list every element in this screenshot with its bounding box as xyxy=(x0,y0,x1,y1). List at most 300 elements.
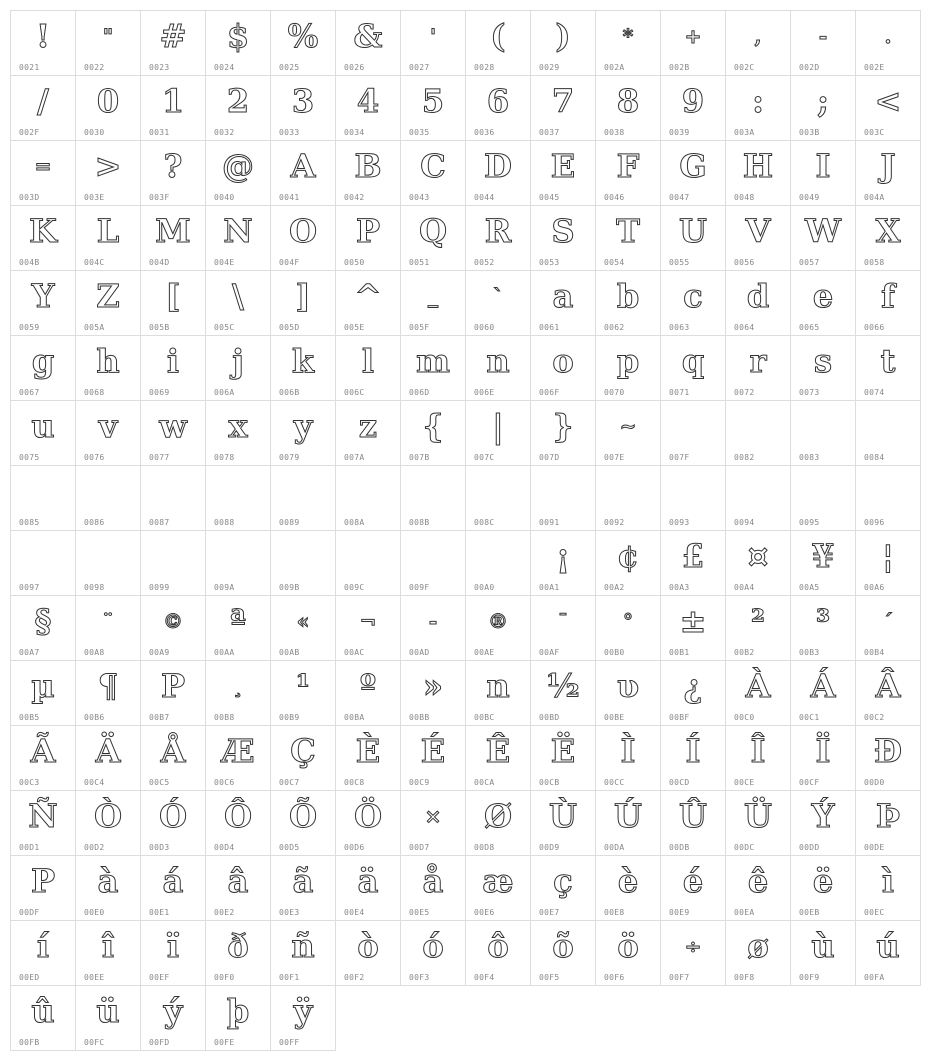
glyph-cell[interactable] xyxy=(401,726,466,791)
glyph-cell[interactable] xyxy=(531,271,596,336)
glyph-cell[interactable] xyxy=(466,206,531,271)
glyph-sample: ø xyxy=(747,927,769,965)
glyph-cell[interactable] xyxy=(141,271,206,336)
glyph-sample xyxy=(141,531,205,581)
glyph-codepoint: 00FE xyxy=(214,1038,235,1047)
glyph-cell[interactable] xyxy=(466,336,531,401)
glyph-cell[interactable] xyxy=(141,336,206,401)
glyph-cell[interactable] xyxy=(791,11,856,76)
glyph-cell[interactable] xyxy=(336,596,401,661)
glyph-sample: P xyxy=(160,667,186,705)
glyph-cell[interactable] xyxy=(856,206,921,271)
glyph-cell[interactable] xyxy=(401,11,466,76)
glyph-cell[interactable] xyxy=(336,271,401,336)
glyph-codepoint: 00E0 xyxy=(84,908,105,917)
glyph-codepoint: 0026 xyxy=(344,63,365,72)
glyph-codepoint: 0056 xyxy=(734,258,755,267)
glyph-cell[interactable] xyxy=(466,76,531,141)
glyph-cell[interactable] xyxy=(271,661,336,726)
glyph-cell[interactable] xyxy=(401,206,466,271)
glyph-codepoint: 0074 xyxy=(864,388,885,397)
glyph-sample: V xyxy=(745,212,771,250)
glyph-cell[interactable] xyxy=(76,531,141,596)
glyph-codepoint: 00B0 xyxy=(604,648,625,657)
glyph-cell[interactable] xyxy=(726,856,791,921)
glyph-sample: ` xyxy=(493,284,503,308)
glyph-sample: 6 xyxy=(486,82,510,120)
glyph-cell[interactable] xyxy=(11,336,76,401)
glyph-codepoint: 0089 xyxy=(279,518,300,527)
glyph-cell[interactable] xyxy=(791,531,856,596)
glyph-cell[interactable] xyxy=(466,271,531,336)
glyph-codepoint: 0077 xyxy=(149,453,170,462)
glyph-cell[interactable] xyxy=(531,141,596,206)
glyph-cell[interactable] xyxy=(401,921,466,986)
glyph-codepoint: 0052 xyxy=(474,258,495,267)
glyph-cell[interactable] xyxy=(661,921,726,986)
glyph-codepoint: 0047 xyxy=(669,193,690,202)
glyph-cell[interactable] xyxy=(401,856,466,921)
glyph-codepoint: 00DD xyxy=(799,843,820,852)
glyph-cell[interactable] xyxy=(141,141,206,206)
glyph-cell[interactable] xyxy=(726,466,791,531)
glyph-cell[interactable] xyxy=(206,726,271,791)
glyph-cell[interactable] xyxy=(206,596,271,661)
glyph-cell[interactable] xyxy=(141,791,206,856)
glyph-cell[interactable] xyxy=(791,726,856,791)
glyph-cell[interactable] xyxy=(726,661,791,726)
glyph-codepoint: 003B xyxy=(799,128,820,137)
glyph-cell[interactable] xyxy=(466,11,531,76)
glyph-cell[interactable] xyxy=(76,921,141,986)
glyph-cell[interactable] xyxy=(271,401,336,466)
glyph-sample: 8 xyxy=(616,82,640,120)
glyph-cell[interactable] xyxy=(856,141,921,206)
glyph-codepoint: 005A xyxy=(84,323,105,332)
glyph-cell[interactable] xyxy=(531,921,596,986)
glyph-cell[interactable] xyxy=(141,206,206,271)
glyph-cell[interactable] xyxy=(856,596,921,661)
glyph-sample: G xyxy=(679,147,707,185)
glyph-codepoint: 0085 xyxy=(19,518,40,527)
glyph-cell[interactable] xyxy=(531,76,596,141)
glyph-codepoint: 003F xyxy=(149,193,170,202)
glyph-cell[interactable] xyxy=(401,401,466,466)
glyph-cell[interactable] xyxy=(11,726,76,791)
glyph-cell[interactable] xyxy=(856,336,921,401)
glyph-cell[interactable] xyxy=(791,596,856,661)
glyph-cell[interactable] xyxy=(11,271,76,336)
glyph-sample: Z xyxy=(96,277,120,315)
glyph-sample: H xyxy=(742,147,774,185)
glyph-cell[interactable] xyxy=(726,206,791,271)
glyph-cell[interactable] xyxy=(11,11,76,76)
glyph-sample: ò xyxy=(357,927,379,965)
glyph-cell[interactable] xyxy=(531,466,596,531)
glyph-cell[interactable] xyxy=(11,596,76,661)
glyph-cell[interactable] xyxy=(11,206,76,271)
glyph-cell[interactable] xyxy=(206,856,271,921)
glyph-cell[interactable] xyxy=(466,401,531,466)
glyph-codepoint: 00A6 xyxy=(864,583,885,592)
glyph-codepoint: 00C6 xyxy=(214,778,235,787)
glyph-cell[interactable] xyxy=(791,141,856,206)
glyph-cell[interactable] xyxy=(336,466,401,531)
glyph-cell[interactable] xyxy=(271,76,336,141)
glyph-cell[interactable] xyxy=(401,466,466,531)
glyph-cell[interactable] xyxy=(596,791,661,856)
glyph-cell[interactable] xyxy=(596,11,661,76)
glyph-cell[interactable] xyxy=(596,596,661,661)
glyph-codepoint: 00DF xyxy=(19,908,40,917)
glyph-cell[interactable] xyxy=(76,11,141,76)
glyph-cell[interactable] xyxy=(336,76,401,141)
glyph-sample: ÷ xyxy=(684,934,702,958)
glyph-sample xyxy=(271,531,335,581)
glyph-cell[interactable] xyxy=(206,141,271,206)
glyph-cell[interactable] xyxy=(141,921,206,986)
glyph-sample xyxy=(401,531,465,581)
glyph-cell[interactable] xyxy=(271,791,336,856)
glyph-cell[interactable] xyxy=(336,401,401,466)
glyph-cell[interactable] xyxy=(791,856,856,921)
glyph-sample: m xyxy=(416,342,450,380)
glyph-cell[interactable] xyxy=(271,726,336,791)
glyph-cell[interactable] xyxy=(531,791,596,856)
glyph-cell[interactable] xyxy=(466,466,531,531)
glyph-cell[interactable] xyxy=(726,141,791,206)
glyph-cell[interactable] xyxy=(856,661,921,726)
glyph-cell[interactable] xyxy=(11,76,76,141)
glyph-cell[interactable] xyxy=(531,531,596,596)
glyph-cell[interactable] xyxy=(466,726,531,791)
glyph-cell[interactable] xyxy=(336,336,401,401)
glyph-sample: ' xyxy=(429,24,437,48)
glyph-cell[interactable] xyxy=(531,401,596,466)
glyph-codepoint: 00EB xyxy=(799,908,820,917)
glyph-cell[interactable] xyxy=(141,596,206,661)
glyph-cell[interactable] xyxy=(76,336,141,401)
glyph-cell[interactable] xyxy=(661,531,726,596)
glyph-cell[interactable] xyxy=(856,401,921,466)
glyph-cell[interactable] xyxy=(661,206,726,271)
glyph-cell[interactable] xyxy=(856,466,921,531)
glyph-cell[interactable] xyxy=(856,726,921,791)
glyph-cell[interactable] xyxy=(726,726,791,791)
glyph-cell[interactable] xyxy=(401,791,466,856)
glyph-cell[interactable] xyxy=(661,76,726,141)
glyph-cell[interactable] xyxy=(206,531,271,596)
glyph-cell[interactable] xyxy=(206,11,271,76)
glyph-cell[interactable] xyxy=(76,791,141,856)
glyph-codepoint: 0024 xyxy=(214,63,235,72)
glyph-cell[interactable] xyxy=(596,401,661,466)
glyph-cell[interactable] xyxy=(76,76,141,141)
glyph-cell[interactable] xyxy=(206,336,271,401)
glyph-cell[interactable] xyxy=(336,141,401,206)
glyph-cell[interactable] xyxy=(336,531,401,596)
glyph-cell[interactable] xyxy=(791,466,856,531)
glyph-cell[interactable] xyxy=(596,271,661,336)
glyph-cell[interactable] xyxy=(531,726,596,791)
glyph-cell[interactable] xyxy=(466,791,531,856)
glyph-cell[interactable] xyxy=(11,141,76,206)
glyph-sample: ª xyxy=(230,602,246,640)
glyph-cell[interactable] xyxy=(76,401,141,466)
glyph-cell[interactable] xyxy=(596,661,661,726)
glyph-cell[interactable] xyxy=(76,271,141,336)
glyph-codepoint: 006D xyxy=(409,388,430,397)
glyph-cell[interactable] xyxy=(401,271,466,336)
glyph-sample: § xyxy=(34,602,52,640)
glyph-codepoint: 00F5 xyxy=(539,973,560,982)
glyph-cell[interactable] xyxy=(271,921,336,986)
glyph-codepoint: 0062 xyxy=(604,323,625,332)
glyph-sample: Y xyxy=(31,277,55,315)
glyph-cell[interactable] xyxy=(11,466,76,531)
glyph-cell[interactable] xyxy=(76,596,141,661)
glyph-sample: ö xyxy=(617,927,639,965)
glyph-sample: w xyxy=(159,407,187,445)
glyph-cell[interactable] xyxy=(856,11,921,76)
glyph-codepoint: 00FD xyxy=(149,1038,170,1047)
glyph-sample: A xyxy=(290,147,316,185)
glyph-cell[interactable] xyxy=(856,531,921,596)
glyph-cell[interactable] xyxy=(336,856,401,921)
glyph-sample: > xyxy=(94,147,122,185)
glyph-cell[interactable] xyxy=(401,596,466,661)
glyph-cell[interactable] xyxy=(726,921,791,986)
glyph-cell[interactable] xyxy=(596,76,661,141)
glyph-cell[interactable] xyxy=(531,11,596,76)
glyph-cell[interactable] xyxy=(11,986,76,1051)
glyph-sample: õ xyxy=(552,927,574,965)
glyph-codepoint: 0061 xyxy=(539,323,560,332)
glyph-sample: ½ xyxy=(546,667,580,705)
glyph-cell[interactable] xyxy=(401,76,466,141)
glyph-sample: Ü xyxy=(744,797,772,835)
glyph-codepoint: 0072 xyxy=(734,388,755,397)
glyph-cell[interactable] xyxy=(76,206,141,271)
glyph-codepoint: 0067 xyxy=(19,388,40,397)
glyph-cell[interactable] xyxy=(726,11,791,76)
glyph-cell[interactable] xyxy=(661,401,726,466)
glyph-cell[interactable] xyxy=(661,466,726,531)
glyph-cell[interactable] xyxy=(791,661,856,726)
glyph-cell[interactable] xyxy=(401,661,466,726)
glyph-sample: { xyxy=(422,407,444,445)
glyph-codepoint: 0032 xyxy=(214,128,235,137)
glyph-cell[interactable] xyxy=(76,726,141,791)
glyph-cell[interactable] xyxy=(531,336,596,401)
glyph-sample xyxy=(11,466,75,516)
glyph-codepoint: 0095 xyxy=(799,518,820,527)
glyph-cell[interactable] xyxy=(271,596,336,661)
glyph-cell[interactable] xyxy=(141,986,206,1051)
glyph-cell[interactable] xyxy=(791,336,856,401)
glyph-cell[interactable] xyxy=(271,466,336,531)
glyph-cell[interactable] xyxy=(596,141,661,206)
glyph-cell[interactable] xyxy=(336,206,401,271)
glyph-cell[interactable] xyxy=(726,791,791,856)
glyph-cell[interactable] xyxy=(466,141,531,206)
glyph-cell[interactable] xyxy=(141,11,206,76)
glyph-cell[interactable] xyxy=(271,336,336,401)
glyph-sample: 2 xyxy=(226,82,250,120)
glyph-cell[interactable] xyxy=(11,791,76,856)
glyph-cell[interactable] xyxy=(11,856,76,921)
glyph-cell[interactable] xyxy=(531,596,596,661)
glyph-sample: 3 xyxy=(291,82,315,120)
glyph-cell[interactable] xyxy=(271,11,336,76)
glyph-cell[interactable] xyxy=(531,206,596,271)
glyph-codepoint: 00F1 xyxy=(279,973,300,982)
glyph-cell[interactable] xyxy=(661,791,726,856)
glyph-cell[interactable] xyxy=(466,921,531,986)
glyph-cell[interactable] xyxy=(856,856,921,921)
glyph-sample: Ê xyxy=(485,732,511,770)
glyph-cell[interactable] xyxy=(596,726,661,791)
glyph-cell[interactable] xyxy=(141,531,206,596)
glyph-codepoint: 0063 xyxy=(669,323,690,332)
glyph-cell[interactable] xyxy=(206,986,271,1051)
glyph-cell[interactable] xyxy=(141,401,206,466)
glyph-cell[interactable] xyxy=(271,531,336,596)
glyph-cell[interactable] xyxy=(791,76,856,141)
glyph-cell[interactable] xyxy=(466,856,531,921)
glyph-cell[interactable] xyxy=(141,726,206,791)
glyph-cell[interactable] xyxy=(856,271,921,336)
glyph-cell[interactable] xyxy=(76,856,141,921)
glyph-codepoint: 002A xyxy=(604,63,625,72)
glyph-codepoint: 002D xyxy=(799,63,820,72)
glyph-cell[interactable] xyxy=(726,401,791,466)
glyph-cell[interactable] xyxy=(661,141,726,206)
glyph-cell[interactable] xyxy=(336,921,401,986)
glyph-cell[interactable] xyxy=(206,401,271,466)
glyph-sample: Ñ xyxy=(28,797,58,835)
glyph-cell[interactable] xyxy=(466,531,531,596)
glyph-codepoint: 00D4 xyxy=(214,843,235,852)
glyph-cell[interactable] xyxy=(856,921,921,986)
glyph-cell[interactable] xyxy=(11,661,76,726)
glyph-cell[interactable] xyxy=(596,531,661,596)
glyph-cell[interactable] xyxy=(141,856,206,921)
glyph-cell[interactable] xyxy=(271,271,336,336)
glyph-cell[interactable] xyxy=(76,141,141,206)
glyph-cell[interactable] xyxy=(401,141,466,206)
glyph-cell[interactable] xyxy=(856,791,921,856)
glyph-cell[interactable] xyxy=(531,856,596,921)
glyph-sample: i xyxy=(166,342,180,380)
glyph-cell[interactable] xyxy=(661,336,726,401)
glyph-cell[interactable] xyxy=(271,141,336,206)
glyph-cell[interactable] xyxy=(661,661,726,726)
glyph-cell[interactable] xyxy=(336,11,401,76)
glyph-codepoint: 0083 xyxy=(799,453,820,462)
glyph-cell[interactable] xyxy=(206,271,271,336)
glyph-cell[interactable] xyxy=(141,76,206,141)
glyph-cell[interactable] xyxy=(791,401,856,466)
glyph-codepoint: 0078 xyxy=(214,453,235,462)
glyph-cell[interactable] xyxy=(661,271,726,336)
glyph-cell[interactable] xyxy=(856,76,921,141)
glyph-sample: 5 xyxy=(421,82,445,120)
glyph-cell[interactable] xyxy=(401,531,466,596)
glyph-codepoint: 00BB xyxy=(409,713,430,722)
glyph-sample: , xyxy=(754,24,762,48)
glyph-codepoint: 009A xyxy=(214,583,235,592)
glyph-codepoint: 00BC xyxy=(474,713,495,722)
glyph-cell[interactable] xyxy=(661,726,726,791)
glyph-cell[interactable] xyxy=(596,206,661,271)
glyph-codepoint: 00EF xyxy=(149,973,170,982)
glyph-cell[interactable] xyxy=(726,271,791,336)
glyph-cell[interactable] xyxy=(76,661,141,726)
glyph-sample: è xyxy=(617,862,639,900)
glyph-cell[interactable] xyxy=(141,466,206,531)
glyph-cell[interactable] xyxy=(206,466,271,531)
glyph-cell[interactable] xyxy=(11,531,76,596)
glyph-cell[interactable] xyxy=(206,76,271,141)
glyph-cell[interactable] xyxy=(206,661,271,726)
glyph-cell[interactable] xyxy=(596,921,661,986)
glyph-codepoint: 0065 xyxy=(799,323,820,332)
glyph-cell[interactable] xyxy=(791,206,856,271)
glyph-sample xyxy=(141,466,205,516)
glyph-cell[interactable] xyxy=(336,661,401,726)
glyph-cell[interactable] xyxy=(661,596,726,661)
glyph-cell[interactable] xyxy=(726,531,791,596)
glyph-cell[interactable] xyxy=(791,271,856,336)
glyph-cell[interactable] xyxy=(661,856,726,921)
glyph-codepoint: 00C9 xyxy=(409,778,430,787)
glyph-cell[interactable] xyxy=(661,11,726,76)
glyph-cell[interactable] xyxy=(271,986,336,1051)
glyph-cell[interactable] xyxy=(141,661,206,726)
glyph-cell[interactable] xyxy=(271,206,336,271)
glyph-codepoint: 00C4 xyxy=(84,778,105,787)
glyph-cell[interactable] xyxy=(11,401,76,466)
glyph-cell[interactable] xyxy=(596,856,661,921)
glyph-cell[interactable] xyxy=(76,986,141,1051)
glyph-codepoint: 00B6 xyxy=(84,713,105,722)
glyph-cell[interactable] xyxy=(466,661,531,726)
glyph-cell[interactable] xyxy=(11,921,76,986)
glyph-cell[interactable] xyxy=(596,466,661,531)
glyph-cell[interactable] xyxy=(271,856,336,921)
glyph-codepoint: 00BF xyxy=(669,713,690,722)
glyph-cell[interactable] xyxy=(206,921,271,986)
glyph-cell[interactable] xyxy=(726,596,791,661)
glyph-sample: Ô xyxy=(224,797,252,835)
glyph-cell[interactable] xyxy=(531,661,596,726)
glyph-cell[interactable] xyxy=(726,76,791,141)
glyph-cell[interactable] xyxy=(596,336,661,401)
glyph-cell[interactable] xyxy=(336,726,401,791)
glyph-cell[interactable] xyxy=(726,336,791,401)
glyph-cell[interactable] xyxy=(336,791,401,856)
glyph-cell[interactable] xyxy=(401,336,466,401)
glyph-codepoint: 0028 xyxy=(474,63,495,72)
glyph-cell[interactable] xyxy=(791,791,856,856)
glyph-cell[interactable] xyxy=(206,206,271,271)
glyph-codepoint: 004C xyxy=(84,258,105,267)
glyph-cell[interactable] xyxy=(466,596,531,661)
glyph-cell[interactable] xyxy=(206,791,271,856)
glyph-cell[interactable] xyxy=(76,466,141,531)
glyph-cell[interactable] xyxy=(791,921,856,986)
